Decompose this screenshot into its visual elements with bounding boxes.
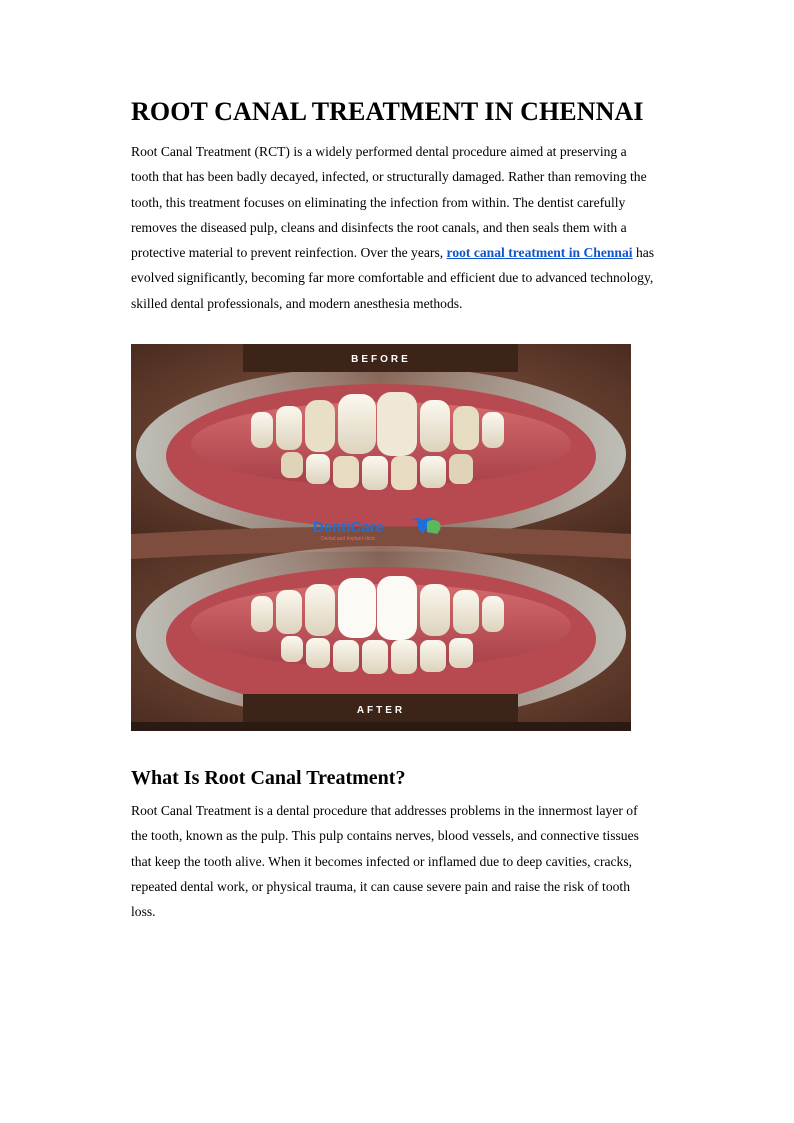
section-paragraph (131, 798, 701, 924)
section-line: Root Canal Treatment is a dental procedure that addresses problems in the innermost layer of (131, 803, 638, 818)
intro-line: tooth that has been badly decayed, infected, or structurally damaged. Rather than removing the (131, 169, 647, 185)
root-canal-chennai-link[interactable]: root canal treatment in Chennai (446, 245, 633, 261)
before-after-image (131, 344, 631, 731)
intro-line: tooth, this treatment focuses on eliminating the infection from within. The dentist carefully (131, 194, 626, 210)
intro-line-with-link (131, 240, 701, 265)
section-line: the tooth, known as the pulp. This pulp contains nerves, blood vessels, and connective tissues (131, 828, 639, 844)
page-title: ROOT CANAL TREATMENT IN CHENNAI (131, 97, 644, 126)
intro-line: removes the diseased pulp, cleans and disinfects the root canals, and then seals them with a (131, 219, 627, 235)
logo-tagline: Dental and Implant clinic (321, 536, 376, 542)
before-label: BEFORE (351, 354, 411, 365)
after-label: AFTER (356, 705, 406, 716)
section-line: loss. (131, 904, 156, 920)
intro-paragraph (131, 139, 701, 316)
section-line: repeated dental work, or physical trauma, it can cause severe pain and raise the risk of tooth (131, 878, 630, 894)
intro-line: evolved significantly, becoming far more comfortable and efficient due to advanced technology, (131, 270, 654, 286)
logo-text: DentiCare (313, 519, 384, 536)
intro-line: skilled dental professionals, and modern anesthesia methods. (131, 295, 463, 311)
intro-text: has (632, 245, 655, 261)
intro-text: protective material to prevent reinfection. Over the years, (131, 245, 447, 261)
section-heading: What Is Root Canal Treatment? (131, 767, 406, 789)
section-line: that keep the tooth alive. When it becomes infected or inflamed due to deep cavities, cracks, (131, 853, 633, 869)
intro-line: Root Canal Treatment (RCT) is a widely performed dental procedure aimed at preserving a (131, 144, 627, 159)
